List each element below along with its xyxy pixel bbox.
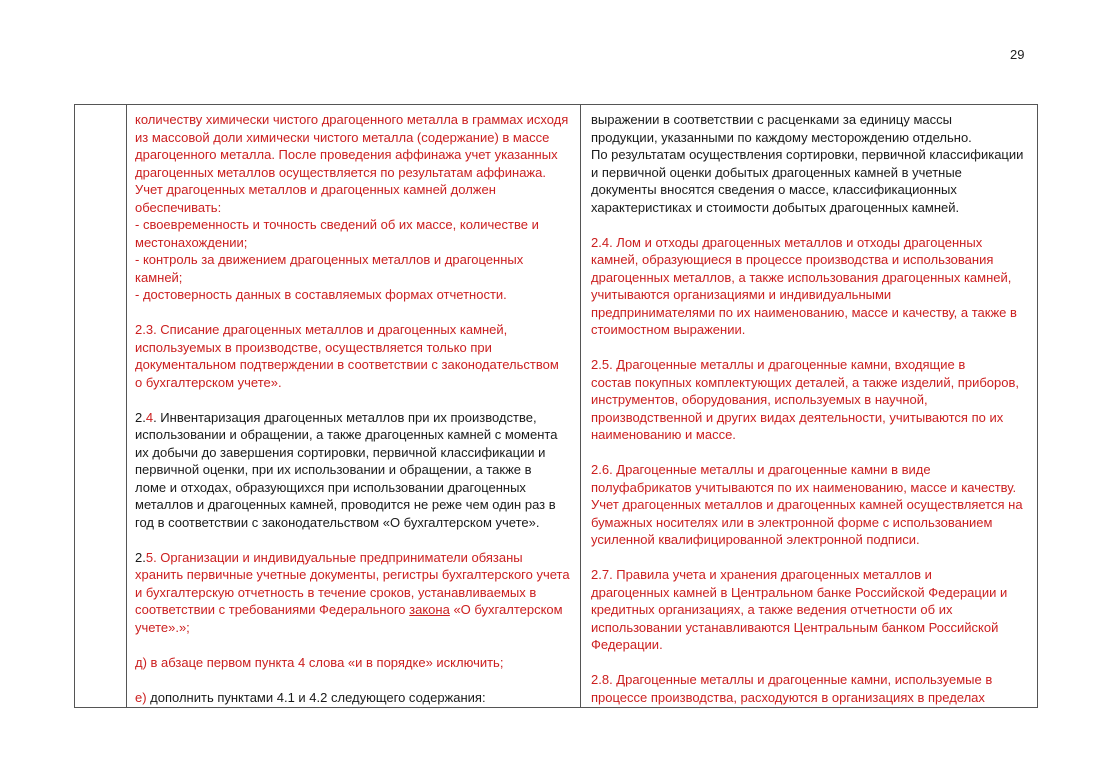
text-line: 2.6. Драгоценные металлы и драгоценные камни в виде <box>591 462 931 477</box>
text-line: использовании устанавливаются Центральным банком Российской <box>591 619 999 635</box>
text-line: 2.4. Лом и отходы драгоценных металлов и отходы драгоценных <box>591 234 983 250</box>
text-line: - контроль за движением драгоценных металлов и драгоценных <box>135 252 524 267</box>
table-column-current-wording <box>581 105 1037 707</box>
text-line: учете».»; <box>135 619 190 635</box>
text-line: 2.5. Драгоценные металлы и драгоценные камни, входящие в <box>591 357 966 372</box>
text-line: драгоценного металла. После проведения аффинажа учет указанных <box>135 147 558 162</box>
text-line: Учет драгоценных металлов и драгоценных камней осуществляется на <box>591 497 1023 512</box>
text-line: кредитных организациях, а также ведения отчетности об их <box>591 602 953 617</box>
text-line: состав покупных комплектующих деталей, а также изделий, приборов, <box>591 374 1019 390</box>
text-line: обеспечивать: <box>135 199 222 215</box>
comparison-table <box>74 104 1038 708</box>
text-line: документальном подтверждении в соответствии с законодательством <box>135 357 559 372</box>
text-line: стоимостном выражении. <box>591 322 746 337</box>
text-line: процессе производства, расходуются в организациях в пределах <box>591 689 985 705</box>
text-line: первичной оценки, при их использовании и обращении, а также в <box>135 462 532 477</box>
table-column-new-wording <box>127 105 581 707</box>
text-line: соответствии с требованиями Федерального закона «О бухгалтерском <box>135 602 563 617</box>
text-line: о бухгалтерском учете». <box>135 374 282 390</box>
text-line: 2.8. Драгоценные металлы и драгоценные камни, используемые в <box>591 672 993 687</box>
text-line: Учет драгоценных металлов и драгоценных камней должен <box>135 182 496 197</box>
text-line: д) в абзаце первом пункта 4 слова «и в порядке» исключить; <box>135 654 504 670</box>
text-line: 2.7. Правила учета и хранения драгоценных металлов и <box>591 567 932 582</box>
text-line: - своевременность и точность сведений об их массе, количестве и <box>135 217 539 232</box>
text-line: предпринимателями по их наименованию, массе и качеству, а также в <box>591 304 1017 320</box>
text-line: е) дополнить пунктами 4.1 и 4.2 следующего содержания: <box>135 689 486 705</box>
text-line: драгоценных камней в Центральном банке Российской Федерации и <box>591 584 1008 600</box>
text-line: характеристиках и стоимости добытых драгоценных камней. <box>591 199 960 215</box>
text-line: усиленной квалифицированной электронной подписи. <box>591 532 920 547</box>
text-line: бумажных носителях или в электронной форме с использованием <box>591 514 993 530</box>
text-line: драгоценных металлов, а также использования драгоценных камней, <box>591 269 1012 285</box>
text-line: По результатам осуществления сортировки, первичной классификации <box>591 147 1024 162</box>
text-line: 2.3. Списание драгоценных металлов и драгоценных камней, <box>135 322 508 337</box>
text-line: использовании и обращении, а также драгоценных камней с момента <box>135 427 558 442</box>
text-line: количеству химически чистого драгоценного металла в граммах исходя <box>135 112 569 127</box>
text-line: их добычи до завершения сортировки, первичной классификации и <box>135 444 546 460</box>
text-line: камней; <box>135 269 183 285</box>
text-line: металлов и драгоценных камней, проводится не реже чем один раз в <box>135 497 556 512</box>
text-line: 2.5. Организации и индивидуальные предприниматели обязаны <box>135 549 523 565</box>
text-line: выражении в соответствии с расценками за единицу массы <box>591 112 953 127</box>
text-line: 2.4. Инвентаризация драгоценных металлов при их производстве, <box>135 409 537 425</box>
text-line: учитываются организациями и индивидуальными <box>591 287 892 302</box>
page-number: 29 <box>1010 47 1025 62</box>
text-line: полуфабрикатов учитываются по их наименованию, массе и качеству. <box>591 479 1017 495</box>
table-column-empty <box>75 105 127 707</box>
text-line: хранить первичные учетные документы, регистры бухгалтерского учета <box>135 567 570 582</box>
text-line: и бухгалтерскую отчетность в течение сроков, устанавливаемых в <box>135 584 537 600</box>
text-line: производственной и других видах деятельности, учитываются по их <box>591 409 1004 425</box>
law-link[interactable]: закона <box>409 602 450 617</box>
text-line: продукции, указанными по каждому месторождению отдельно. <box>591 129 972 145</box>
text-line: наименованию и массе. <box>591 427 736 442</box>
text-line: год в соответствии с законодательством «О бухгалтерском учете». <box>135 514 540 530</box>
text-line: Федерации. <box>591 637 663 652</box>
text-line: документы вносятся сведения о массе, классификационных <box>591 182 957 197</box>
text-line: драгоценных металлов осуществляется по результатам аффинажа. <box>135 164 546 180</box>
text-line: местонахождении; <box>135 234 248 250</box>
text-line: используемых в производстве, осуществляется только при <box>135 339 492 355</box>
text-line: из массовой доли химически чистого металла (содержание) в массе <box>135 129 550 145</box>
text-line: ломе и отходах, образующихся при использовании драгоценных <box>135 479 526 495</box>
text-line: инструментов, оборудования, используемых в научной, <box>591 392 928 407</box>
text-line: камней, образующиеся в процессе производства и использования <box>591 252 994 267</box>
text-line: - достоверность данных в составляемых формах отчетности. <box>135 287 507 302</box>
text-line: и первичной оценки добытых драгоценных камней в учетные <box>591 164 962 180</box>
